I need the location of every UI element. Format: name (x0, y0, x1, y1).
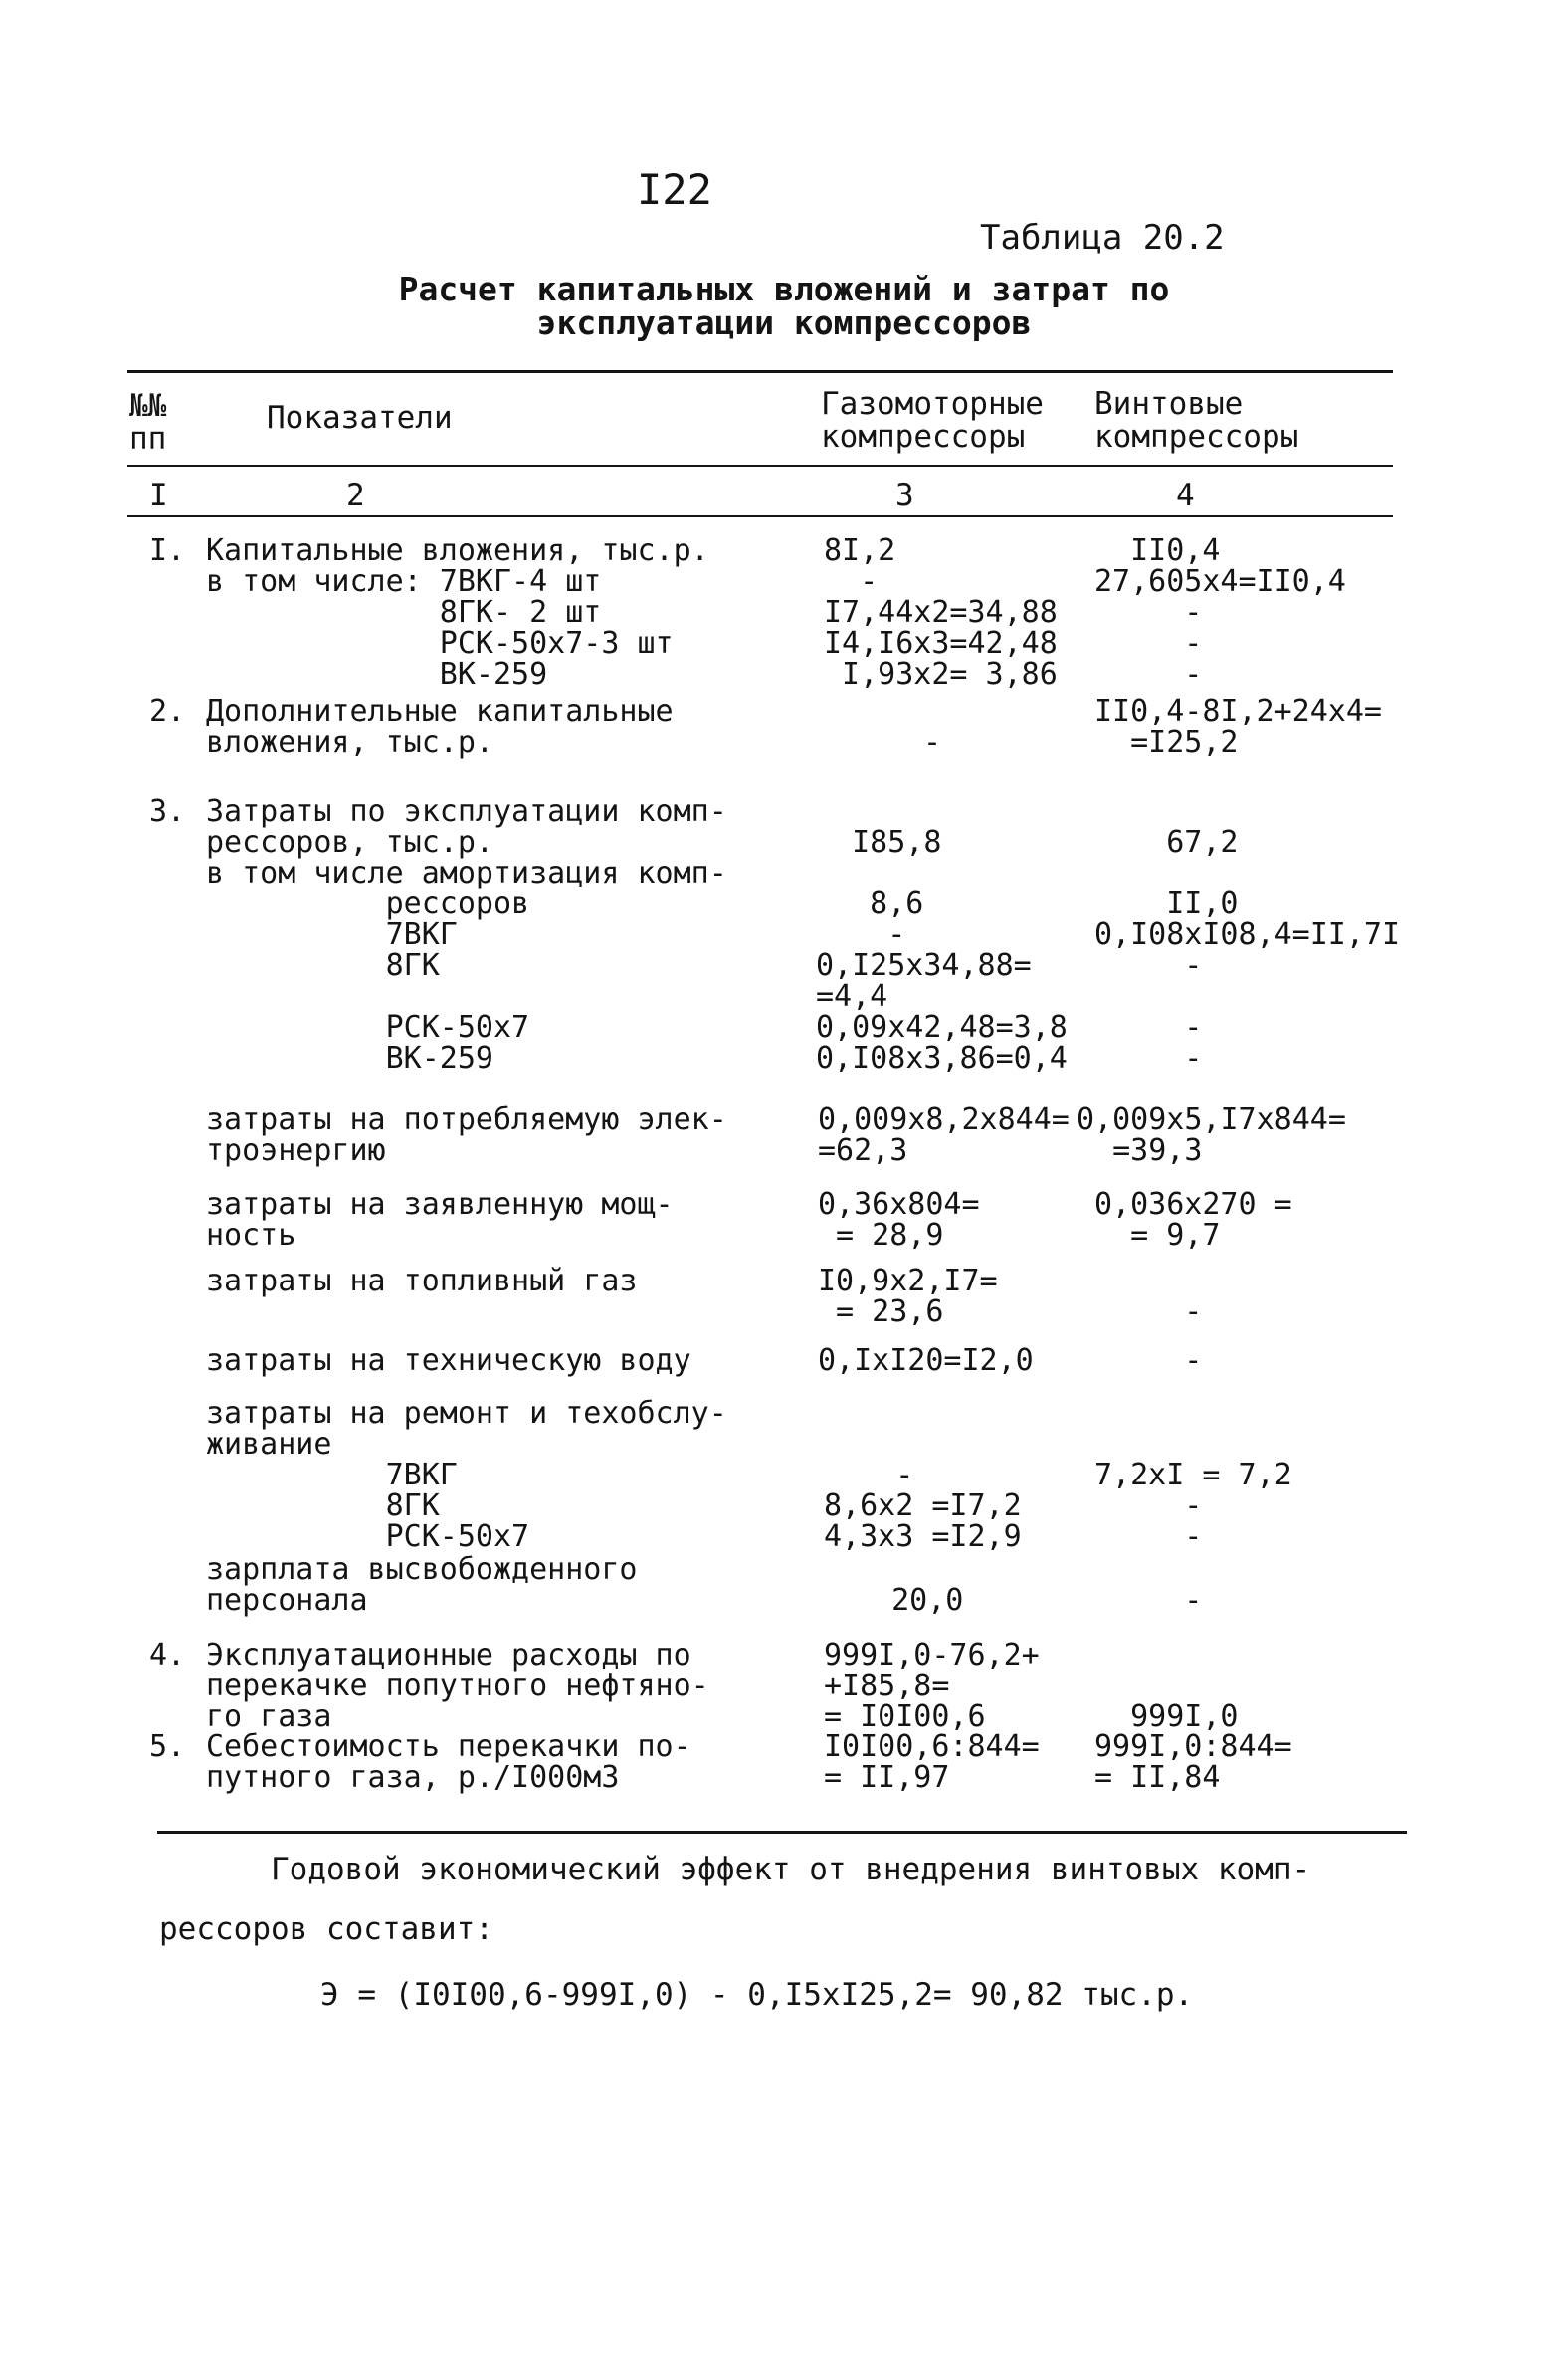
paragraph-line-1: Годовой экономический эффект от внедрения винтовых комп- (271, 1852, 1311, 1887)
table-label: Таблица 20.2 (980, 218, 1225, 258)
header-bottom-rule (127, 465, 1393, 467)
formula: Э = (I0I00,6-999I,0) - 0,I5хI25,2= 90,82 тыс.р. (320, 1977, 1194, 2013)
header-number: №№ пп (129, 388, 167, 457)
row-gas-value: I0I00,6:844= = II,97 (824, 1729, 1040, 1795)
row-indicator: затраты на топливный газ (206, 1264, 638, 1298)
row-indicator: Затраты по эксплуатации комп- рессоров, тыс.р. в том числе амортизация комп- рессоров 7ВКГ 8ГК РСК-50х7 ВК-259 (206, 794, 727, 1076)
row-indicator: зарплата высвобожденного персонала (206, 1552, 638, 1618)
row-number: 5. (149, 1729, 186, 1764)
row-gas-value: - 8,6х2 =I7,2 4,3х3 =I2,9 (824, 1458, 1022, 1554)
row-screw-value: 999I,0:844= = II,84 (1094, 1729, 1292, 1795)
paragraph-line-2: рессоров составит: (159, 1911, 493, 1947)
row-gas-value: 0,009х8,2х844= =62,3 (818, 1102, 1070, 1168)
row-gas-value: 999I,0-76,2+ +I85,8= = I0I00,6 (824, 1638, 1040, 1734)
row-indicator: затраты на ремонт и техобслу- живание 7ВКГ 8ГК РСК-50х7 (206, 1396, 727, 1554)
row-screw-value: 67,2 II,0 0,I08хI08,4=II,7I - - - (1094, 825, 1401, 1076)
row-indicator: Эксплуатационные расходы по перекачке попутного нефтяно- го газа (206, 1638, 709, 1734)
row-indicator: Капитальные вложения, тыс.р. в том числе: 7ВКГ-4 шт 8ГК- 2 шт РСК-50х7-3 шт ВК-259 (206, 533, 709, 691)
row-gas-value: - (923, 725, 942, 760)
header-screw-compressors: Винтовые компрессоры (1094, 386, 1299, 455)
row-screw-value: - (1184, 1294, 1203, 1329)
table-top-rule (127, 370, 1393, 373)
row-indicator: затраты на заявленную мощ- ность (206, 1187, 674, 1253)
row-gas-value: 0,IхI20=I2,0 (818, 1343, 1034, 1378)
row-screw-value: 999I,0 (1130, 1699, 1239, 1734)
row-screw-value: 0,036х270 = = 9,7 (1094, 1187, 1292, 1253)
row-indicator: Дополнительные капитальные вложения, тыс.р. (206, 694, 674, 760)
row-number: 2. (149, 694, 186, 729)
row-number: 4. (149, 1638, 186, 1673)
table-bottom-rule (157, 1831, 1407, 1834)
header-indicators: Показатели (267, 400, 453, 436)
row-screw-value: II0,4 27,605х4=II0,4 - - - (1094, 533, 1346, 691)
row-indicator: затраты на техническую воду (206, 1343, 691, 1378)
row-indicator: Себестоимость перекачки по- путного газа, р./I000м3 (206, 1729, 691, 1795)
row-gas-value: 20,0 (891, 1583, 964, 1618)
row-indicator: затраты на потребляемую элек- троэнергию (206, 1102, 727, 1168)
header-gas-compressors: Газомоторные компрессоры (821, 386, 1044, 455)
page-number: I22 (637, 165, 712, 214)
row-screw-value: II0,4-8I,2+24х4= =I25,2 (1094, 694, 1382, 760)
row-screw-value: 7,2хI = 7,2 - - (1094, 1458, 1292, 1554)
row-number: 3. (149, 794, 186, 829)
row-screw-value: - (1184, 1583, 1203, 1618)
colnum-bottom-rule (127, 515, 1393, 517)
column-number-2: 2 (346, 478, 365, 513)
row-gas-value: I0,9х2,I7= = 23,6 (818, 1264, 998, 1329)
table-title-line-2: эксплуатации компрессоров (536, 303, 1032, 342)
column-number-3: 3 (895, 478, 914, 513)
column-number-4: 4 (1176, 478, 1195, 513)
row-screw-value: - (1094, 1343, 1203, 1378)
row-screw-value: 0,009х5,I7х844= =39,3 (1077, 1102, 1346, 1168)
column-number-1: I (149, 478, 168, 513)
table-title-line-1: Расчет капитальных вложений и затрат по (398, 270, 1170, 308)
row-gas-value: 0,36х804= = 28,9 (818, 1187, 980, 1253)
row-number: I. (149, 533, 186, 568)
row-gas-value: I85,8 8,6 - 0,I25х34,88= =4,4 0,09х42,48=3,8 0,I08х3,86=0,4 (816, 825, 1068, 1076)
row-gas-value: 8I,2 - I7,44х2=34,88 I4,I6х3=42,48 I,93х2= 3,86 (824, 533, 1058, 691)
